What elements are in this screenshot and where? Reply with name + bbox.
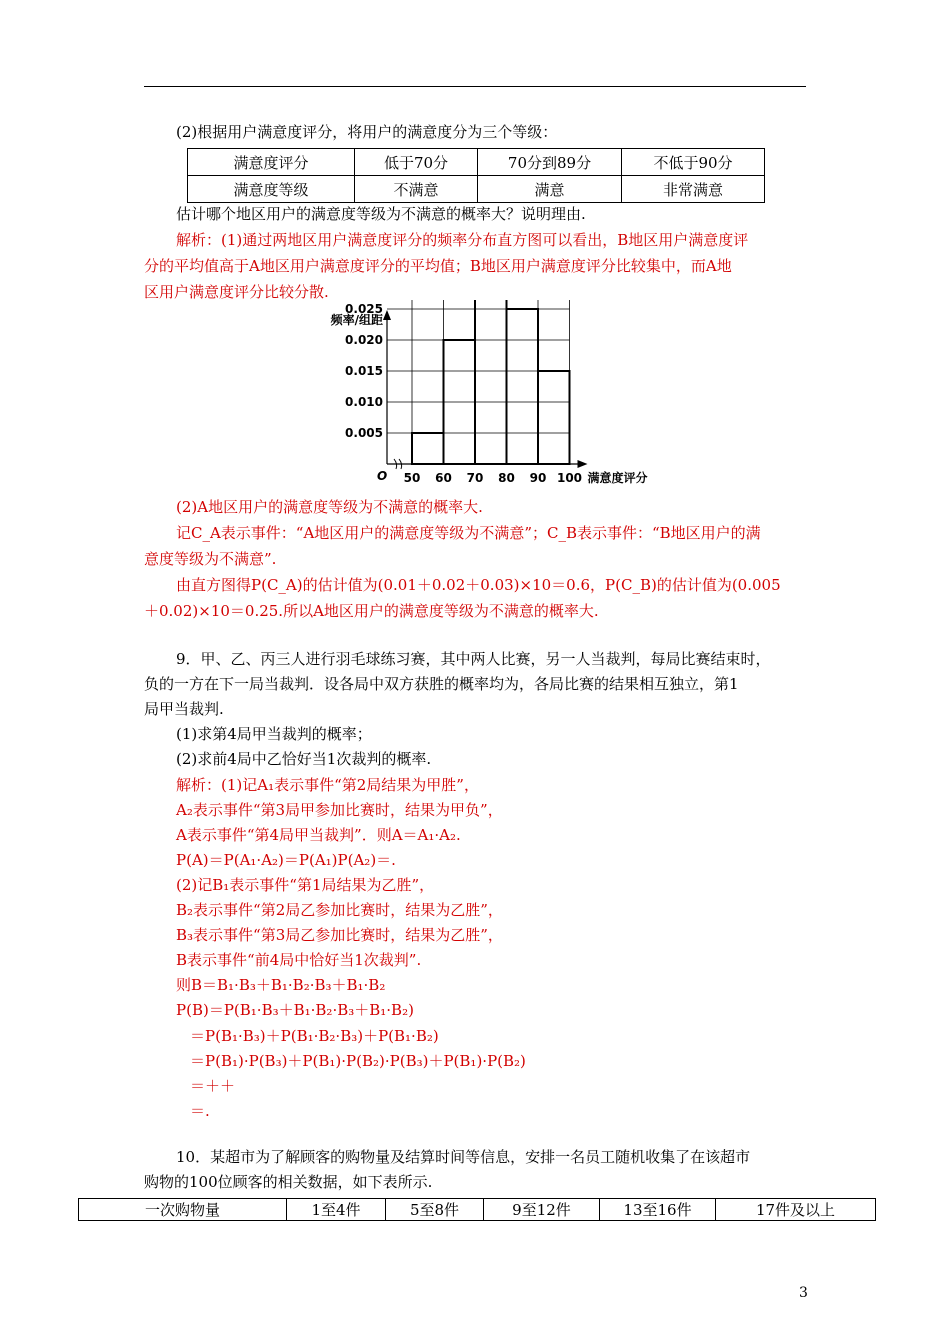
q9-solution-line: P(A)＝P(A₁·A₂)＝P(A₁)P(A₂)＝. <box>176 851 396 869</box>
table-cell: 9至12件 <box>484 1199 600 1221</box>
q9-text-line: 9．甲、乙、丙三人进行羽毛球练习赛，其中两人比赛，另一人当裁判，每局比赛结束时， <box>176 650 771 668</box>
table-row <box>79 1199 876 1221</box>
q8-solution-line: 区用户满意度评分比较分散. <box>144 283 329 301</box>
q9-part: (2)求前4局中乙恰好当1次裁判的概率. <box>176 750 432 768</box>
table-cell: 满意度评分 <box>188 149 355 176</box>
table-row <box>188 149 765 176</box>
q8-question: 估计哪个地区用户的满意度等级为不满意的概率大？说明理由. <box>176 205 586 223</box>
x-tick-label: 70 <box>466 471 484 485</box>
x-axis-arrow-icon <box>578 460 588 468</box>
q8-answer-line: (2)A地区用户的满意度等级为不满意的概率大. <box>176 498 483 516</box>
table-cell: 低于70分 <box>355 149 478 176</box>
y-axis-arrow-icon <box>383 310 391 320</box>
q8-answer-line: 意度等级为不满意”. <box>144 550 277 568</box>
histogram-bar <box>507 309 539 464</box>
y-tick-label: 0.010 <box>345 395 383 409</box>
table-cell: 一次购物量 <box>79 1199 287 1221</box>
q8-solution-line: 分的平均值高于A地区用户满意度评分的平均值；B地区用户满意度评分比较集中，而A地 <box>144 257 732 275</box>
histogram-bar <box>412 433 444 464</box>
histogram-bar <box>475 300 507 464</box>
histogram-chart <box>300 300 700 500</box>
x-tick-label: 80 <box>498 471 515 485</box>
q8-answer-line: ＋0.02)×10＝0.25.所以A地区用户的满意度等级为不满意的概率大. <box>144 602 599 620</box>
table-cell: 满意度等级 <box>188 176 355 203</box>
x-tick-label: 90 <box>529 471 547 485</box>
origin-label: O <box>377 469 388 483</box>
table-cell: 不低于90分 <box>622 149 765 176</box>
table-cell: 17件及以上 <box>716 1199 876 1221</box>
purchase-table <box>78 1198 876 1221</box>
q9-solution-line: B表示事件“前4局中恰好当1次裁判”. <box>176 951 422 969</box>
q9-text-line: 局甲当裁判. <box>144 700 224 718</box>
q8-part2-prompt: (2)根据用户满意度评分，将用户的满意度分为三个等级： <box>176 123 558 141</box>
header-rule <box>144 86 806 87</box>
q9-solution-line: A表示事件“第4局甲当裁判”．则A＝A₁·A₂. <box>176 826 461 844</box>
x-tick-label: 50 <box>403 471 421 485</box>
table-cell: 非常满意 <box>622 176 765 203</box>
x-tick-label: 100 <box>556 471 583 485</box>
q9-solution-line: P(B)＝P(B₁·B₃＋B₁·B₂·B₃＋B₁·B₂) <box>176 1001 414 1019</box>
q9-solution-line: 则B＝B₁·B₃＋B₁·B₂·B₃＋B₁·B₂ <box>176 976 386 994</box>
q9-part: (1)求第4局甲当裁判的概率； <box>176 725 372 743</box>
y-tick-label: 0.015 <box>345 364 383 378</box>
q9-solution-line: ＝. <box>190 1102 210 1120</box>
y-tick-label: 0.020 <box>345 333 383 347</box>
q9-solution-line: A₂表示事件“第3局甲参加比赛时，结果为甲负”， <box>176 801 503 819</box>
table-cell: 满意 <box>478 176 622 203</box>
x-tick-label: 60 <box>435 471 452 485</box>
q9-solution-line: B₃表示事件“第3局乙参加比赛时，结果为乙胜”， <box>176 926 503 944</box>
q8-answer-line: 记C_A表示事件：“A地区用户的满意度等级为不满意”；C_B表示事件：“B地区用户的满 <box>176 524 761 542</box>
x-axis-label: 满意度评分 <box>587 471 648 485</box>
q10-text-line: 购物的100位顾客的相关数据，如下表所示. <box>144 1173 433 1191</box>
q9-solution-line: ＝P(B₁·B₃)＋P(B₁·B₂·B₃)＋P(B₁·B₂) <box>190 1027 439 1045</box>
q8-solution-line: 解析：(1)通过两地区用户满意度评分的频率分布直方图可以看出，B地区用户满意度评 <box>176 231 749 249</box>
page-number: 3 <box>799 1285 808 1301</box>
q9-text-line: 负的一方在下一局当裁判．设各局中双方获胜的概率均为，各局比赛的结果相互独立，第1 <box>144 675 739 693</box>
y-axis-label: 频率/组距 <box>330 313 383 327</box>
satisfaction-grade-table <box>187 148 765 203</box>
q9-solution-line: B₂表示事件“第2局乙参加比赛时，结果为乙胜”， <box>176 901 503 919</box>
q9-solution-line: ＝＋＋ <box>190 1077 236 1095</box>
y-tick-label: 0.025 <box>345 302 383 316</box>
histogram-bar <box>538 371 570 464</box>
q8-answer-line: 由直方图得P(C_A)的估计值为(0.01＋0.02＋0.03)×10＝0.6，P(C_B)的估计值为(0.005 <box>176 576 781 594</box>
table-cell: 不满意 <box>355 176 478 203</box>
q9-solution-line: ＝P(B₁)·P(B₃)＋P(B₁)·P(B₂)·P(B₃)＋P(B₁)·P(B₂) <box>190 1052 526 1070</box>
table-cell: 1至4件 <box>287 1199 386 1221</box>
q9-solution-line: (2)记B₁表示事件“第1局结果为乙胜”， <box>176 876 435 894</box>
table-row <box>188 176 765 203</box>
q9-solution-line: 解析：(1)记A₁表示事件“第2局结果为甲胜”， <box>176 776 479 794</box>
table-cell: 70分到89分 <box>478 149 622 176</box>
table-cell: 5至8件 <box>386 1199 484 1221</box>
q10-text-line: 10．某超市为了解顾客的购物量及结算时间等信息，安排一名员工随机收集了在该超市 <box>176 1148 751 1166</box>
table-cell: 13至16件 <box>600 1199 716 1221</box>
y-tick-label: 0.005 <box>345 426 383 440</box>
